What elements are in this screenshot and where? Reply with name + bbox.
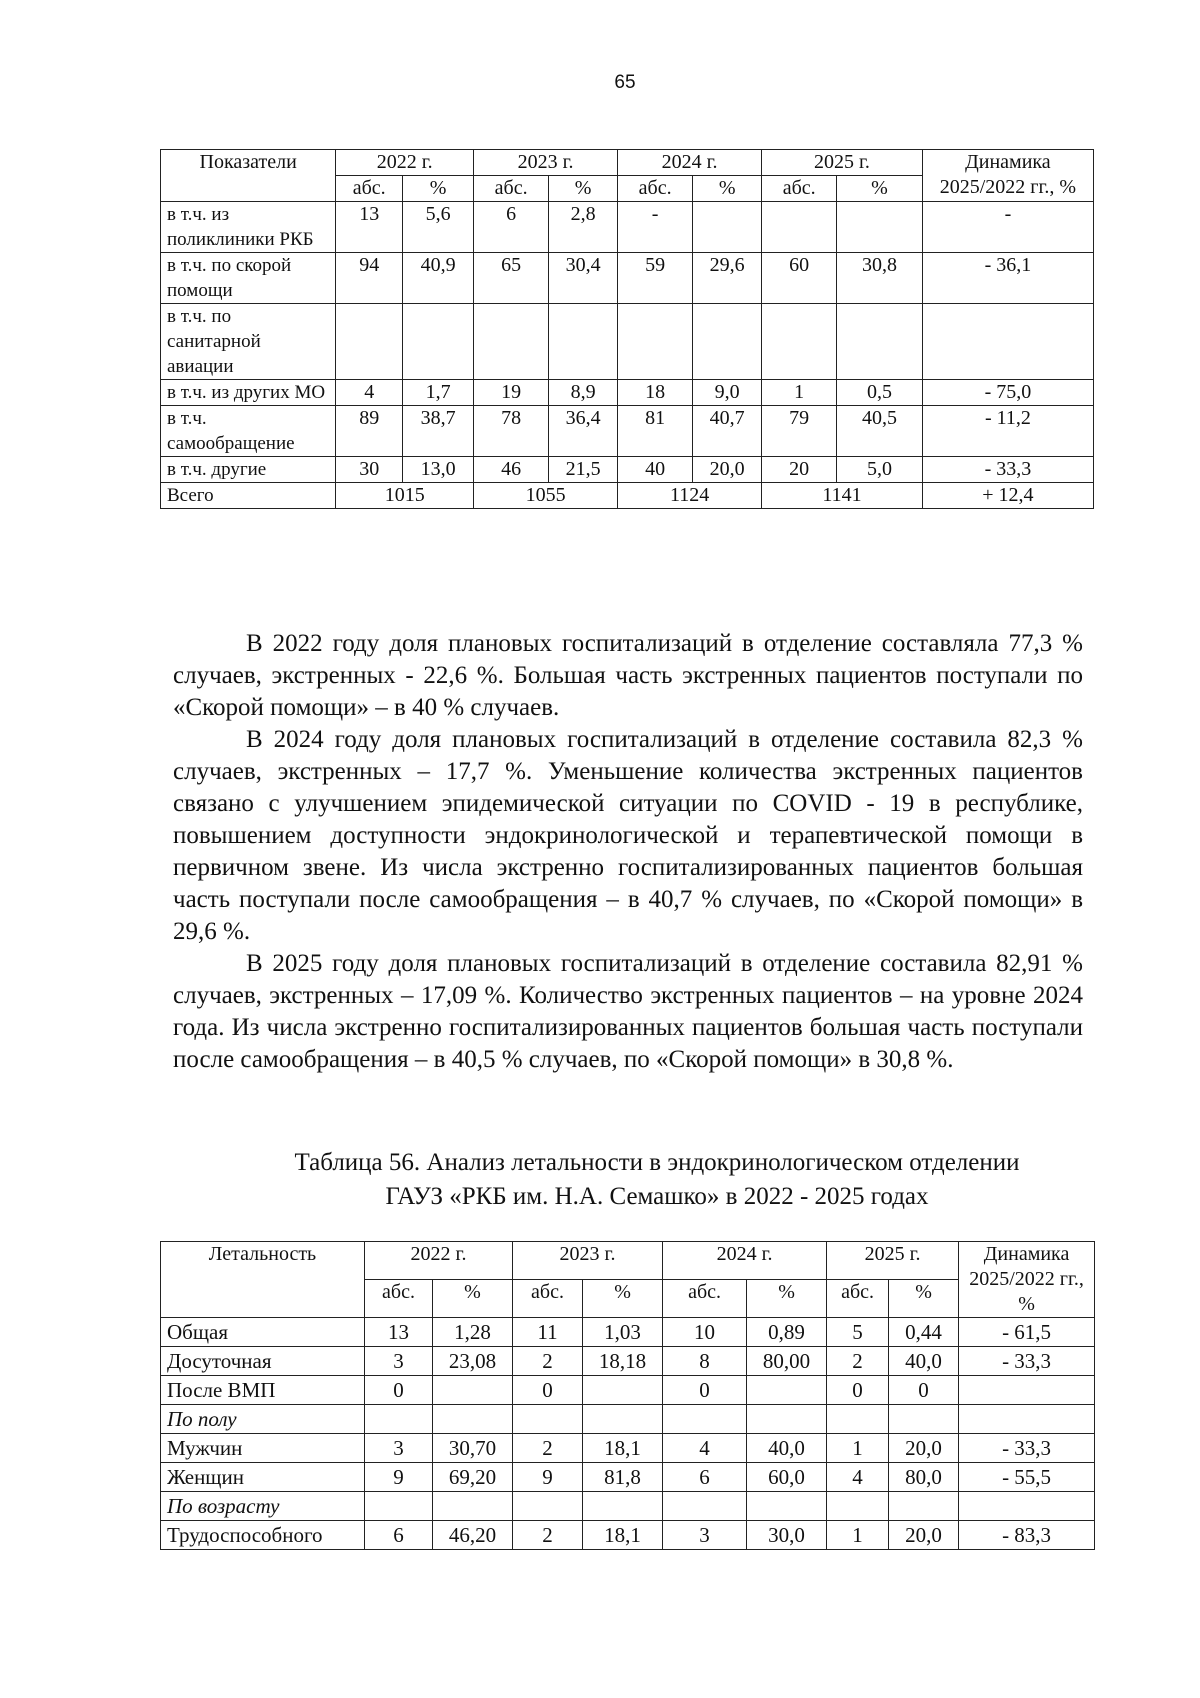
table-cell: 0	[513, 1376, 583, 1405]
header-pct: %	[403, 176, 474, 202]
row-label: в т.ч. из других МО	[161, 380, 336, 406]
table-cell	[513, 1492, 583, 1521]
table-cell: 1	[827, 1434, 889, 1463]
table-cell: 8	[663, 1347, 747, 1376]
table-cell: 18	[618, 380, 693, 406]
table-cell: 30,8	[837, 253, 923, 304]
table-cell: - 55,5	[959, 1463, 1095, 1492]
row-label: Досуточная	[161, 1347, 365, 1376]
table-cell	[513, 1405, 583, 1434]
row-label: в т.ч. самообращение	[161, 406, 336, 457]
row-label: Всего	[161, 483, 336, 509]
table-cell: 2	[827, 1347, 889, 1376]
table-cell: 0	[663, 1376, 747, 1405]
caption-line: Таблица 56. Анализ летальности в эндокринологическом отделении	[294, 1149, 1020, 1176]
table-cell: 2	[513, 1347, 583, 1376]
table-cell: - 33,3	[959, 1434, 1095, 1463]
header-year: 2024 г.	[618, 150, 762, 176]
table-cell	[827, 1405, 889, 1434]
table-cell: - 61,5	[959, 1318, 1095, 1347]
row-label: По возрасту	[161, 1492, 365, 1521]
table-cell: 29,6	[693, 253, 762, 304]
table-cell: - 83,3	[959, 1521, 1095, 1550]
table-cell: 4	[336, 380, 403, 406]
table-cell: 81	[618, 406, 693, 457]
paragraph: В 2025 году доля плановых госпитализаций в отделение составила 82,91 % случаев, экстренных – 17,09 %. Количество экстренных пациентов – на уровне 2024 года. Из числа экстренно госпитализированных пациентов большая часть поступали после самообращения – в 40,5 % случаев, по «Скорой помощи» в 30,8 %.	[173, 950, 1083, 1073]
header-dynamics: Динамика 2025/2022 гг., %	[922, 150, 1093, 202]
header-year: 2023 г.	[474, 150, 618, 176]
table-cell	[837, 304, 923, 380]
table-cell	[959, 1492, 1095, 1521]
table-cell: 40,7	[693, 406, 762, 457]
header-abs: абс.	[336, 176, 403, 202]
table-cell: 1055	[474, 483, 618, 509]
table-cell: 6	[663, 1463, 747, 1492]
table-cell	[959, 1376, 1095, 1405]
table-cell: 4	[663, 1434, 747, 1463]
table-cell	[889, 1492, 959, 1521]
row-label: Мужчин	[161, 1434, 365, 1463]
table-cell: 30,0	[747, 1521, 827, 1550]
table-cell: 13	[336, 202, 403, 253]
table-cell: 2,8	[549, 202, 618, 253]
header-pct: %	[889, 1280, 959, 1318]
table-cell: 46,20	[433, 1521, 513, 1550]
header-year: 2024 г.	[663, 1242, 827, 1280]
table-cell: 60	[762, 253, 837, 304]
total-row	[161, 483, 1094, 509]
table-cell	[583, 1492, 663, 1521]
row-label: в т.ч. из поликлиники РКБ	[161, 202, 336, 253]
table-cell: 5	[827, 1318, 889, 1347]
table-cell: 69,20	[433, 1463, 513, 1492]
page-number: 65	[614, 72, 636, 93]
table-cell: 3	[663, 1521, 747, 1550]
table-cell	[693, 304, 762, 380]
table-cell	[365, 1492, 433, 1521]
table-cell: 5,6	[403, 202, 474, 253]
table-cell: 1124	[618, 483, 762, 509]
header-year: 2025 г.	[762, 150, 923, 176]
table-cell	[583, 1405, 663, 1434]
table-cell: -	[618, 202, 693, 253]
table-cell: 18,1	[583, 1434, 663, 1463]
table-cell: 38,7	[403, 406, 474, 457]
table-cell: 6	[474, 202, 549, 253]
table-cell	[583, 1376, 663, 1405]
paragraph: В 2022 году доля плановых госпитализаций в отделение составляла 77,3 % случаев, экстренных - 22,6 %. Большая часть экстренных пациентов поступали по «Скорой помощи» – в 40 % случаев.	[173, 630, 1083, 721]
table-cell: 40,0	[747, 1434, 827, 1463]
table-cell: 46	[474, 457, 549, 483]
table-cell: 30,70	[433, 1434, 513, 1463]
table-cell: 0,44	[889, 1318, 959, 1347]
header-pct: %	[837, 176, 923, 202]
table-cell	[837, 202, 923, 253]
table-cell: 1141	[762, 483, 923, 509]
table-cell	[403, 304, 474, 380]
header-year: 2025 г.	[827, 1242, 959, 1280]
table-cell: 80,00	[747, 1347, 827, 1376]
header-year: 2022 г.	[365, 1242, 513, 1280]
table-cell: 1	[762, 380, 837, 406]
table-cell	[747, 1492, 827, 1521]
header-abs: абс.	[365, 1280, 433, 1318]
table-cell: 6	[365, 1521, 433, 1550]
table-cell: 20,0	[889, 1434, 959, 1463]
table-cell	[959, 1405, 1095, 1434]
table-cell: 19	[474, 380, 549, 406]
table-cell: 3	[365, 1347, 433, 1376]
table-cell: 23,08	[433, 1347, 513, 1376]
header-pct: %	[549, 176, 618, 202]
table-cell	[433, 1492, 513, 1521]
table-cell: 20,0	[693, 457, 762, 483]
table-cell	[693, 202, 762, 253]
table-cell: 94	[336, 253, 403, 304]
table-cell: 1,7	[403, 380, 474, 406]
table-row	[161, 457, 1094, 483]
table-cell: 40,0	[889, 1347, 959, 1376]
mortality-table	[160, 1241, 1095, 1550]
table-cell: 60,0	[747, 1463, 827, 1492]
admissions-table	[160, 149, 1094, 509]
table-cell: - 33,3	[959, 1347, 1095, 1376]
table-row	[161, 1521, 1095, 1550]
header-year: 2022 г.	[336, 150, 474, 176]
table-cell: 30,4	[549, 253, 618, 304]
table-cell: 0	[365, 1376, 433, 1405]
table-cell	[747, 1405, 827, 1434]
table-cell: 65	[474, 253, 549, 304]
table-cell: 89	[336, 406, 403, 457]
table-cell: -	[922, 202, 1093, 253]
table-cell: 5,0	[837, 457, 923, 483]
header-dynamics: Динамика 2025/2022 гг., %	[959, 1242, 1095, 1318]
table-cell: 18,18	[583, 1347, 663, 1376]
table-cell: 3	[365, 1434, 433, 1463]
table-cell: 10	[663, 1318, 747, 1347]
table-cell: 0	[827, 1376, 889, 1405]
row-label: Трудоспособного	[161, 1521, 365, 1550]
row-label: в т.ч. другие	[161, 457, 336, 483]
table-cell: 8,9	[549, 380, 618, 406]
table-row	[161, 406, 1094, 457]
row-label: После ВМП	[161, 1376, 365, 1405]
table-row	[161, 1405, 1095, 1434]
table-cell	[889, 1405, 959, 1434]
row-label: Женщин	[161, 1463, 365, 1492]
table-cell: 11	[513, 1318, 583, 1347]
table-row	[161, 253, 1094, 304]
table-cell	[922, 304, 1093, 380]
table-cell: 1	[827, 1521, 889, 1550]
table-cell: 20	[762, 457, 837, 483]
row-label: в т.ч. по скорой помощи	[161, 253, 336, 304]
table-cell: 4	[827, 1463, 889, 1492]
paragraph: В 2024 году доля плановых госпитализаций в отделение составила 82,3 % случаев, экстренных – 17,7 %. Уменьшение количества экстренных пациентов связано с улучшением эпидемической ситуации по COVID - 19 в республике, повышением доступности эндокринологической и терапевтической помощи в первичном звене. Из числа экстренно госпитализированных пациентов большая часть поступали после самообращения – в 40,7 % случаев, по «Скорой помощи» в 29,6 %.	[173, 726, 1083, 945]
table-cell: 40,9	[403, 253, 474, 304]
table-cell: 13	[365, 1318, 433, 1347]
table-cell	[747, 1376, 827, 1405]
table-cell: 1015	[336, 483, 474, 509]
table-cell: 9	[365, 1463, 433, 1492]
table-cell	[433, 1405, 513, 1434]
table-cell: 0,5	[837, 380, 923, 406]
header-pct: %	[693, 176, 762, 202]
table-row	[161, 1318, 1095, 1347]
header-abs: абс.	[474, 176, 549, 202]
table-cell: - 33,3	[922, 457, 1093, 483]
header-abs: абс.	[513, 1280, 583, 1318]
caption-line: ГАУЗ «РКБ им. Н.А. Семашко» в 2022 - 2025 годах	[385, 1183, 929, 1210]
table-cell: - 36,1	[922, 253, 1093, 304]
table-cell	[762, 202, 837, 253]
table-row	[161, 380, 1094, 406]
table-cell	[433, 1376, 513, 1405]
table-cell: + 12,4	[922, 483, 1093, 509]
table-cell: 59	[618, 253, 693, 304]
table-cell	[549, 304, 618, 380]
header-pct: %	[583, 1280, 663, 1318]
table-row	[161, 202, 1094, 253]
body-text	[173, 628, 1083, 1076]
table-cell: - 75,0	[922, 380, 1093, 406]
table-cell: 80,0	[889, 1463, 959, 1492]
table-cell: 9,0	[693, 380, 762, 406]
table-cell: 20,0	[889, 1521, 959, 1550]
table-cell: 9	[513, 1463, 583, 1492]
table-row	[161, 1376, 1095, 1405]
table-cell: 1,28	[433, 1318, 513, 1347]
table-cell: - 11,2	[922, 406, 1093, 457]
table-cell: 2	[513, 1521, 583, 1550]
row-label: По полу	[161, 1405, 365, 1434]
header-year: 2023 г.	[513, 1242, 663, 1280]
table-row	[161, 304, 1094, 380]
table-cell	[365, 1405, 433, 1434]
table-row	[161, 1434, 1095, 1463]
table-cell: 40	[618, 457, 693, 483]
table-cell: 81,8	[583, 1463, 663, 1492]
table-cell	[762, 304, 837, 380]
table-cell: 0,89	[747, 1318, 827, 1347]
table-cell: 36,4	[549, 406, 618, 457]
header-indicator: Показатели	[161, 150, 336, 202]
header-abs: абс.	[663, 1280, 747, 1318]
table-cell: 1,03	[583, 1318, 663, 1347]
table-row	[161, 1463, 1095, 1492]
row-label: в т.ч. по санитарной авиации	[161, 304, 336, 380]
table-cell: 13,0	[403, 457, 474, 483]
table-cell: 30	[336, 457, 403, 483]
header-pct: %	[747, 1280, 827, 1318]
header-abs: абс.	[827, 1280, 889, 1318]
table-cell: 2	[513, 1434, 583, 1463]
table-cell: 0	[889, 1376, 959, 1405]
table-row	[161, 1347, 1095, 1376]
table-cell: 18,1	[583, 1521, 663, 1550]
header-pct: %	[433, 1280, 513, 1318]
table-cell	[618, 304, 693, 380]
table-cell	[336, 304, 403, 380]
header-abs: абс.	[762, 176, 837, 202]
table-cell	[827, 1492, 889, 1521]
header-abs: абс.	[618, 176, 693, 202]
table-row	[161, 1492, 1095, 1521]
header-indicator: Летальность	[161, 1242, 365, 1318]
table-cell	[663, 1492, 747, 1521]
table-cell: 78	[474, 406, 549, 457]
table-cell	[474, 304, 549, 380]
table-cell: 21,5	[549, 457, 618, 483]
table-cell	[663, 1405, 747, 1434]
table-caption	[160, 1146, 1154, 1214]
table-cell: 79	[762, 406, 837, 457]
row-label: Общая	[161, 1318, 365, 1347]
table-cell: 40,5	[837, 406, 923, 457]
